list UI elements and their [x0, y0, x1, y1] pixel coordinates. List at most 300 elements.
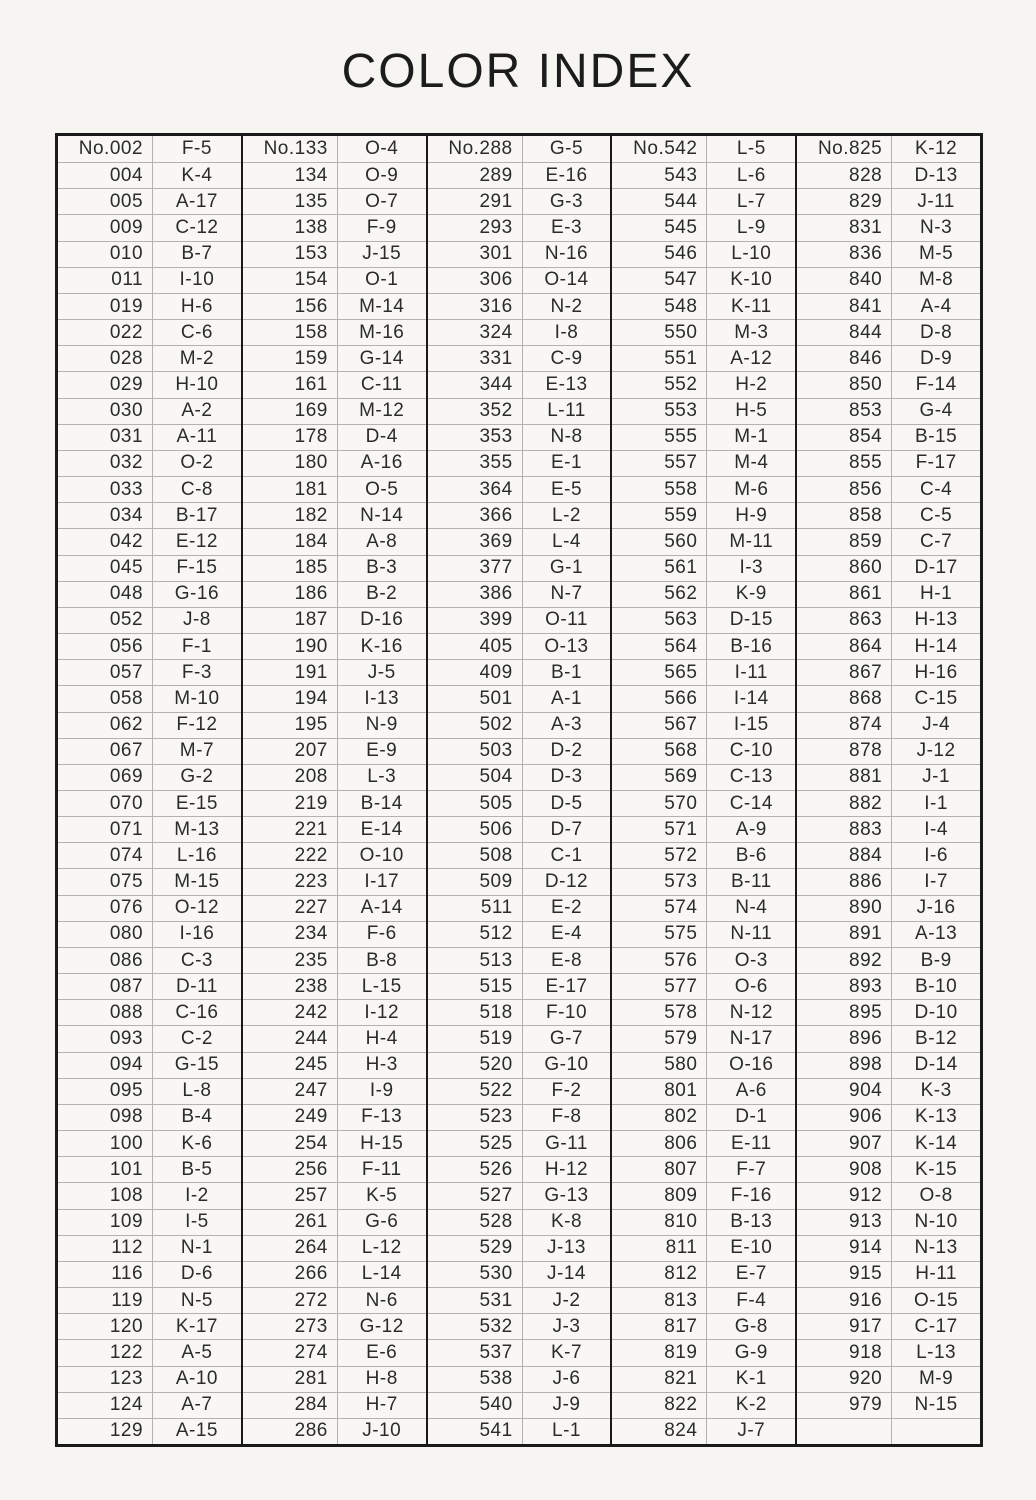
color-number-cell: 895 — [797, 999, 892, 1025]
color-number-cell: 124 — [58, 1392, 153, 1418]
color-number-cell: 568 — [612, 738, 707, 764]
color-number-cell: 273 — [243, 1313, 338, 1339]
color-code-cell: L-4 — [523, 528, 611, 554]
color-code-cell: L-10 — [707, 241, 795, 267]
color-number-cell: 881 — [797, 764, 892, 790]
color-number-cell: 807 — [612, 1156, 707, 1182]
color-number-cell: 033 — [58, 476, 153, 502]
color-number-cell: 571 — [612, 816, 707, 842]
color-number-cell: 187 — [243, 607, 338, 633]
color-number-cell: 874 — [797, 712, 892, 738]
color-code-cell: E-5 — [523, 476, 611, 502]
color-code-cell: G-15 — [153, 1052, 241, 1078]
color-code-cell: H-3 — [338, 1052, 426, 1078]
color-code-cell: L-13 — [892, 1339, 980, 1365]
color-number-cell: 867 — [797, 659, 892, 685]
color-code-cell: A-17 — [153, 188, 241, 214]
color-code-cell: N-7 — [523, 581, 611, 607]
color-number-cell: 042 — [58, 528, 153, 554]
color-code-cell: F-11 — [338, 1156, 426, 1182]
color-number-cell: 812 — [612, 1261, 707, 1287]
color-code-cell: M-14 — [338, 293, 426, 319]
color-number-cell: 540 — [428, 1392, 523, 1418]
color-code-cell: N-5 — [153, 1287, 241, 1313]
color-number-cell: 185 — [243, 555, 338, 581]
color-code-cell: C-9 — [523, 345, 611, 371]
color-code-cell: N-10 — [892, 1209, 980, 1235]
color-code-cell: D-15 — [707, 607, 795, 633]
color-code-cell: L-3 — [338, 764, 426, 790]
color-number-cell: 254 — [243, 1130, 338, 1156]
color-code-cell: A-15 — [153, 1418, 241, 1444]
color-number-cell: 570 — [612, 790, 707, 816]
color-number-cell: 829 — [797, 188, 892, 214]
color-number-cell: 844 — [797, 319, 892, 345]
color-code-cell: O-9 — [338, 162, 426, 188]
color-number-cell: 917 — [797, 1313, 892, 1339]
color-number-cell: 242 — [243, 999, 338, 1025]
color-number-cell: 069 — [58, 764, 153, 790]
color-number-cell: 154 — [243, 267, 338, 293]
color-code-cell: H-12 — [523, 1156, 611, 1182]
color-number-cell: 886 — [797, 868, 892, 894]
color-number-cell: 854 — [797, 424, 892, 450]
color-code-cell: E-3 — [523, 214, 611, 240]
color-code-cell: K-1 — [707, 1366, 795, 1392]
color-number-cell: 219 — [243, 790, 338, 816]
color-number-cell: 801 — [612, 1078, 707, 1104]
index-column — [795, 136, 980, 1444]
color-number-cell: 576 — [612, 947, 707, 973]
color-code-cell: A-14 — [338, 895, 426, 921]
color-number-cell: 573 — [612, 868, 707, 894]
color-number-cell: 074 — [58, 842, 153, 868]
color-code-cell: C-11 — [338, 371, 426, 397]
color-number-cell: 562 — [612, 581, 707, 607]
color-code-cell: B-1 — [523, 659, 611, 685]
color-code-cell: K-16 — [338, 633, 426, 659]
color-code-cell: J-2 — [523, 1287, 611, 1313]
color-number-cell: 261 — [243, 1209, 338, 1235]
color-code-cell: J-10 — [338, 1418, 426, 1444]
color-code-cell: L-1 — [523, 1418, 611, 1444]
color-code-cell: G-10 — [523, 1052, 611, 1078]
color-code-cell: K-4 — [153, 162, 241, 188]
color-code-cell: J-12 — [892, 738, 980, 764]
color-number-cell: 019 — [58, 293, 153, 319]
color-number-cell: 409 — [428, 659, 523, 685]
color-number-cell: 291 — [428, 188, 523, 214]
color-number-cell: 135 — [243, 188, 338, 214]
color-number-cell: 364 — [428, 476, 523, 502]
color-code-cell: B-5 — [153, 1156, 241, 1182]
color-number-cell: 004 — [58, 162, 153, 188]
color-code-cell: K-17 — [153, 1313, 241, 1339]
color-number-cell: 810 — [612, 1209, 707, 1235]
color-number-cell: 836 — [797, 241, 892, 267]
color-number-cell: 979 — [797, 1392, 892, 1418]
color-number-cell: 846 — [797, 345, 892, 371]
color-number-cell: 377 — [428, 555, 523, 581]
color-code-cell: A-3 — [523, 712, 611, 738]
color-code-cell: C-17 — [892, 1313, 980, 1339]
color-number-cell: 558 — [612, 476, 707, 502]
color-number-cell: 112 — [58, 1235, 153, 1261]
color-code-cell: H-11 — [892, 1261, 980, 1287]
color-code-cell: G-16 — [153, 581, 241, 607]
color-number-cell: 806 — [612, 1130, 707, 1156]
color-code-cell: G-12 — [338, 1313, 426, 1339]
color-code-cell: I-14 — [707, 685, 795, 711]
color-number-cell: 048 — [58, 581, 153, 607]
color-code-cell: N-11 — [707, 921, 795, 947]
color-number-cell: 386 — [428, 581, 523, 607]
color-code-cell: F-7 — [707, 1156, 795, 1182]
color-number-cell: 813 — [612, 1287, 707, 1313]
color-number-cell: 853 — [797, 398, 892, 424]
color-code-cell: K-12 — [915, 138, 958, 160]
color-number-cell: 178 — [243, 424, 338, 450]
color-code-cell: N-12 — [707, 999, 795, 1025]
color-code-cell: O-11 — [523, 607, 611, 633]
color-number-cell: 076 — [58, 895, 153, 921]
color-code-cell: B-2 — [338, 581, 426, 607]
color-number-cell: 513 — [428, 947, 523, 973]
color-code-cell: M-3 — [707, 319, 795, 345]
color-number-cell: 863 — [797, 607, 892, 633]
color-code-cell: J-6 — [523, 1366, 611, 1392]
color-number-cell: 526 — [428, 1156, 523, 1182]
color-number-cell: 286 — [243, 1418, 338, 1444]
color-number-cell: 122 — [58, 1339, 153, 1365]
color-number-cell: 180 — [243, 450, 338, 476]
color-code-cell: H-16 — [892, 659, 980, 685]
color-code-cell: F-4 — [707, 1287, 795, 1313]
color-code-cell: J-3 — [523, 1313, 611, 1339]
color-number-cell: 355 — [428, 450, 523, 476]
color-number-cell: 272 — [243, 1287, 338, 1313]
color-number-cell: 543 — [612, 162, 707, 188]
color-code-cell: N-16 — [523, 241, 611, 267]
color-code-cell: A-9 — [707, 816, 795, 842]
color-code-cell: M-16 — [338, 319, 426, 345]
index-column — [426, 136, 611, 1444]
color-number-cell: 530 — [428, 1261, 523, 1287]
color-number-cell: 565 — [612, 659, 707, 685]
color-number-cell: 369 — [428, 528, 523, 554]
color-code-cell: C-15 — [892, 685, 980, 711]
color-index-table — [55, 133, 983, 1447]
color-code-cell: O-1 — [338, 267, 426, 293]
color-number-cell: 541 — [428, 1418, 523, 1444]
color-code-cell — [892, 1418, 980, 1444]
color-number-cell: 005 — [58, 188, 153, 214]
color-number-cell: 324 — [428, 319, 523, 345]
color-code-cell: K-7 — [523, 1339, 611, 1365]
color-code-cell: J-13 — [523, 1235, 611, 1261]
color-number-cell: 029 — [58, 371, 153, 397]
color-code-cell: H-13 — [892, 607, 980, 633]
color-code-cell: D-12 — [523, 868, 611, 894]
color-code-cell: M-13 — [153, 816, 241, 842]
color-number-cell: 824 — [612, 1418, 707, 1444]
color-number-cell: 182 — [243, 502, 338, 528]
color-number-cell: 030 — [58, 398, 153, 424]
color-number-cell: 559 — [612, 502, 707, 528]
color-number-cell: 353 — [428, 424, 523, 450]
color-code-cell: M-10 — [153, 685, 241, 711]
color-code-cell: B-15 — [892, 424, 980, 450]
color-code-cell: K-8 — [523, 1209, 611, 1235]
color-code-cell: L-8 — [153, 1078, 241, 1104]
color-number-cell: 031 — [58, 424, 153, 450]
color-code-cell: M-7 — [153, 738, 241, 764]
color-code-cell: O-16 — [707, 1052, 795, 1078]
color-code-cell: A-13 — [892, 921, 980, 947]
color-code-cell: D-17 — [892, 555, 980, 581]
color-code-cell: L-5 — [736, 138, 766, 160]
color-number-cell: 572 — [612, 842, 707, 868]
color-code-cell: O-13 — [523, 633, 611, 659]
color-number-cell: 094 — [58, 1052, 153, 1078]
color-number-cell: 817 — [612, 1313, 707, 1339]
color-number-cell: 896 — [797, 1025, 892, 1051]
color-number-cell: 249 — [243, 1104, 338, 1130]
color-code-cell: A-2 — [153, 398, 241, 424]
color-code-cell: N-14 — [338, 502, 426, 528]
color-code-cell: I-4 — [892, 816, 980, 842]
color-code-cell: K-2 — [707, 1392, 795, 1418]
color-number-cell: 552 — [612, 371, 707, 397]
color-code-cell: L-7 — [707, 188, 795, 214]
color-code-cell: C-14 — [707, 790, 795, 816]
color-code-cell: M-9 — [892, 1366, 980, 1392]
color-number-cell: 153 — [243, 241, 338, 267]
color-number-cell: 158 — [243, 319, 338, 345]
color-number-cell: 034 — [58, 502, 153, 528]
color-code-cell: M-11 — [707, 528, 795, 554]
color-number-cell: 293 — [428, 214, 523, 240]
color-code-cell: M-6 — [707, 476, 795, 502]
color-number-cell: 557 — [612, 450, 707, 476]
color-code-cell: G-11 — [523, 1130, 611, 1156]
color-number-cell: 916 — [797, 1287, 892, 1313]
color-code-cell: L-6 — [707, 162, 795, 188]
color-code-cell: N-15 — [892, 1392, 980, 1418]
color-number-cell: 525 — [428, 1130, 523, 1156]
color-number-cell: 858 — [797, 502, 892, 528]
color-code-cell: M-8 — [892, 267, 980, 293]
color-number-cell: 075 — [58, 868, 153, 894]
color-code-cell: G-7 — [523, 1025, 611, 1051]
color-number-cell: 120 — [58, 1313, 153, 1339]
color-code-cell: D-11 — [153, 973, 241, 999]
color-number-cell: 566 — [612, 685, 707, 711]
color-code-cell: C-12 — [153, 214, 241, 240]
color-code-cell: B-14 — [338, 790, 426, 816]
color-code-cell: I-11 — [707, 659, 795, 685]
color-number-cell: 860 — [797, 555, 892, 581]
color-code-cell: H-8 — [338, 1366, 426, 1392]
color-number-cell: 399 — [428, 607, 523, 633]
color-code-cell: N-4 — [707, 895, 795, 921]
color-code-cell: C-2 — [153, 1025, 241, 1051]
color-number-cell: 181 — [243, 476, 338, 502]
color-number-cell: 504 — [428, 764, 523, 790]
color-number-cell: 819 — [612, 1339, 707, 1365]
color-number-cell: 022 — [58, 319, 153, 345]
color-code-cell: M-12 — [338, 398, 426, 424]
color-number-cell: 208 — [243, 764, 338, 790]
color-code-cell: G-8 — [707, 1313, 795, 1339]
color-code-cell: O-12 — [153, 895, 241, 921]
color-number-cell: 352 — [428, 398, 523, 424]
color-number-cell: 191 — [243, 659, 338, 685]
color-number-cell: 502 — [428, 712, 523, 738]
color-code-cell: E-17 — [523, 973, 611, 999]
color-code-cell: K-10 — [707, 267, 795, 293]
color-code-cell: J-1 — [892, 764, 980, 790]
color-number-cell: 503 — [428, 738, 523, 764]
color-code-cell: M-5 — [892, 241, 980, 267]
color-number-cell: 906 — [797, 1104, 892, 1130]
color-number-cell: 247 — [243, 1078, 338, 1104]
color-number-cell: 512 — [428, 921, 523, 947]
color-code-cell: G-3 — [523, 188, 611, 214]
color-number-cell: No.825 — [797, 136, 892, 162]
color-code-cell: N-9 — [338, 712, 426, 738]
color-code-cell: O-7 — [338, 188, 426, 214]
color-code-cell: F-5 — [181, 138, 212, 160]
color-code-cell: M-2 — [153, 345, 241, 371]
color-code-cell: I-6 — [892, 842, 980, 868]
color-number-cell: 052 — [58, 607, 153, 633]
color-number-cell: 555 — [612, 424, 707, 450]
color-number-cell: 508 — [428, 842, 523, 868]
color-number-cell: 316 — [428, 293, 523, 319]
color-number-cell: 518 — [428, 999, 523, 1025]
color-number-cell: 550 — [612, 319, 707, 345]
color-code-cell: O-15 — [892, 1287, 980, 1313]
color-code-cell: H-7 — [338, 1392, 426, 1418]
color-number-cell: 904 — [797, 1078, 892, 1104]
color-code-cell: B-9 — [892, 947, 980, 973]
color-code-cell: L-15 — [338, 973, 426, 999]
color-code-cell: F-8 — [523, 1104, 611, 1130]
color-number-cell: 856 — [797, 476, 892, 502]
color-code-cell: O-14 — [523, 267, 611, 293]
color-code-cell: F-6 — [338, 921, 426, 947]
color-number-cell: 235 — [243, 947, 338, 973]
color-number-cell: 080 — [58, 921, 153, 947]
color-code-cell: A-11 — [153, 424, 241, 450]
color-number-cell: 883 — [797, 816, 892, 842]
color-code-cell: D-10 — [892, 999, 980, 1025]
color-number-cell: 134 — [243, 162, 338, 188]
color-number-cell: 861 — [797, 581, 892, 607]
color-number-cell: 579 — [612, 1025, 707, 1051]
color-code-cell: E-16 — [523, 162, 611, 188]
color-code-cell: I-3 — [707, 555, 795, 581]
color-number-cell: 093 — [58, 1025, 153, 1051]
color-code-cell: E-4 — [523, 921, 611, 947]
index-column — [610, 136, 795, 1444]
color-number-cell: 281 — [243, 1366, 338, 1392]
color-number-cell: 564 — [612, 633, 707, 659]
index-column — [241, 136, 426, 1444]
color-number-cell: 011 — [58, 267, 153, 293]
color-code-cell: J-14 — [523, 1261, 611, 1287]
color-number-cell: 522 — [428, 1078, 523, 1104]
color-code-cell: G-13 — [523, 1182, 611, 1208]
color-code-cell: N-2 — [523, 293, 611, 319]
color-number-cell: No.288 — [428, 136, 523, 162]
color-code-cell: N-1 — [153, 1235, 241, 1261]
color-code-cell: D-16 — [338, 607, 426, 633]
color-number-cell: 821 — [612, 1366, 707, 1392]
color-code-cell: N-13 — [892, 1235, 980, 1261]
color-number-cell: 207 — [243, 738, 338, 764]
color-code-cell: H-1 — [892, 581, 980, 607]
color-number-cell: 551 — [612, 345, 707, 371]
color-number-cell: 119 — [58, 1287, 153, 1313]
color-number-cell: 109 — [58, 1209, 153, 1235]
color-number-cell: 088 — [58, 999, 153, 1025]
color-code-cell: O-2 — [153, 450, 241, 476]
color-number-cell: 086 — [58, 947, 153, 973]
color-number-cell: 266 — [243, 1261, 338, 1287]
color-code-cell: O-6 — [707, 973, 795, 999]
color-code-cell: G-5 — [549, 138, 584, 160]
color-code-cell: A-4 — [892, 293, 980, 319]
color-code-cell: A-8 — [338, 528, 426, 554]
color-code-cell: A-1 — [523, 685, 611, 711]
color-number-cell: 234 — [243, 921, 338, 947]
color-code-cell: I-10 — [153, 267, 241, 293]
color-number-cell: 032 — [58, 450, 153, 476]
color-code-cell: K-6 — [153, 1130, 241, 1156]
color-code-cell: G-14 — [338, 345, 426, 371]
color-number-cell: 344 — [428, 371, 523, 397]
color-code-cell: L-2 — [523, 502, 611, 528]
color-number-cell: 058 — [58, 685, 153, 711]
color-code-cell: B-6 — [707, 842, 795, 868]
color-number-cell: 256 — [243, 1156, 338, 1182]
color-number-cell: 828 — [797, 162, 892, 188]
color-code-cell: E-14 — [338, 816, 426, 842]
color-number-cell: 578 — [612, 999, 707, 1025]
color-code-cell: F-14 — [892, 371, 980, 397]
color-code-cell: C-13 — [707, 764, 795, 790]
color-number-cell: 544 — [612, 188, 707, 214]
color-number-cell: 067 — [58, 738, 153, 764]
color-number-cell: 913 — [797, 1209, 892, 1235]
color-code-cell: I-1 — [892, 790, 980, 816]
color-code-cell: G-4 — [892, 398, 980, 424]
color-code-cell: C-8 — [153, 476, 241, 502]
page-title: COLOR INDEX — [341, 45, 695, 98]
color-code-cell: E-9 — [338, 738, 426, 764]
color-number-cell: 893 — [797, 973, 892, 999]
color-number-cell: 914 — [797, 1235, 892, 1261]
color-code-cell: N-8 — [523, 424, 611, 450]
color-code-cell: H-9 — [707, 502, 795, 528]
color-code-cell: C-16 — [153, 999, 241, 1025]
color-code-cell: A-16 — [338, 450, 426, 476]
color-number-cell: 071 — [58, 816, 153, 842]
color-code-cell: C-6 — [153, 319, 241, 345]
color-number-cell: 560 — [612, 528, 707, 554]
